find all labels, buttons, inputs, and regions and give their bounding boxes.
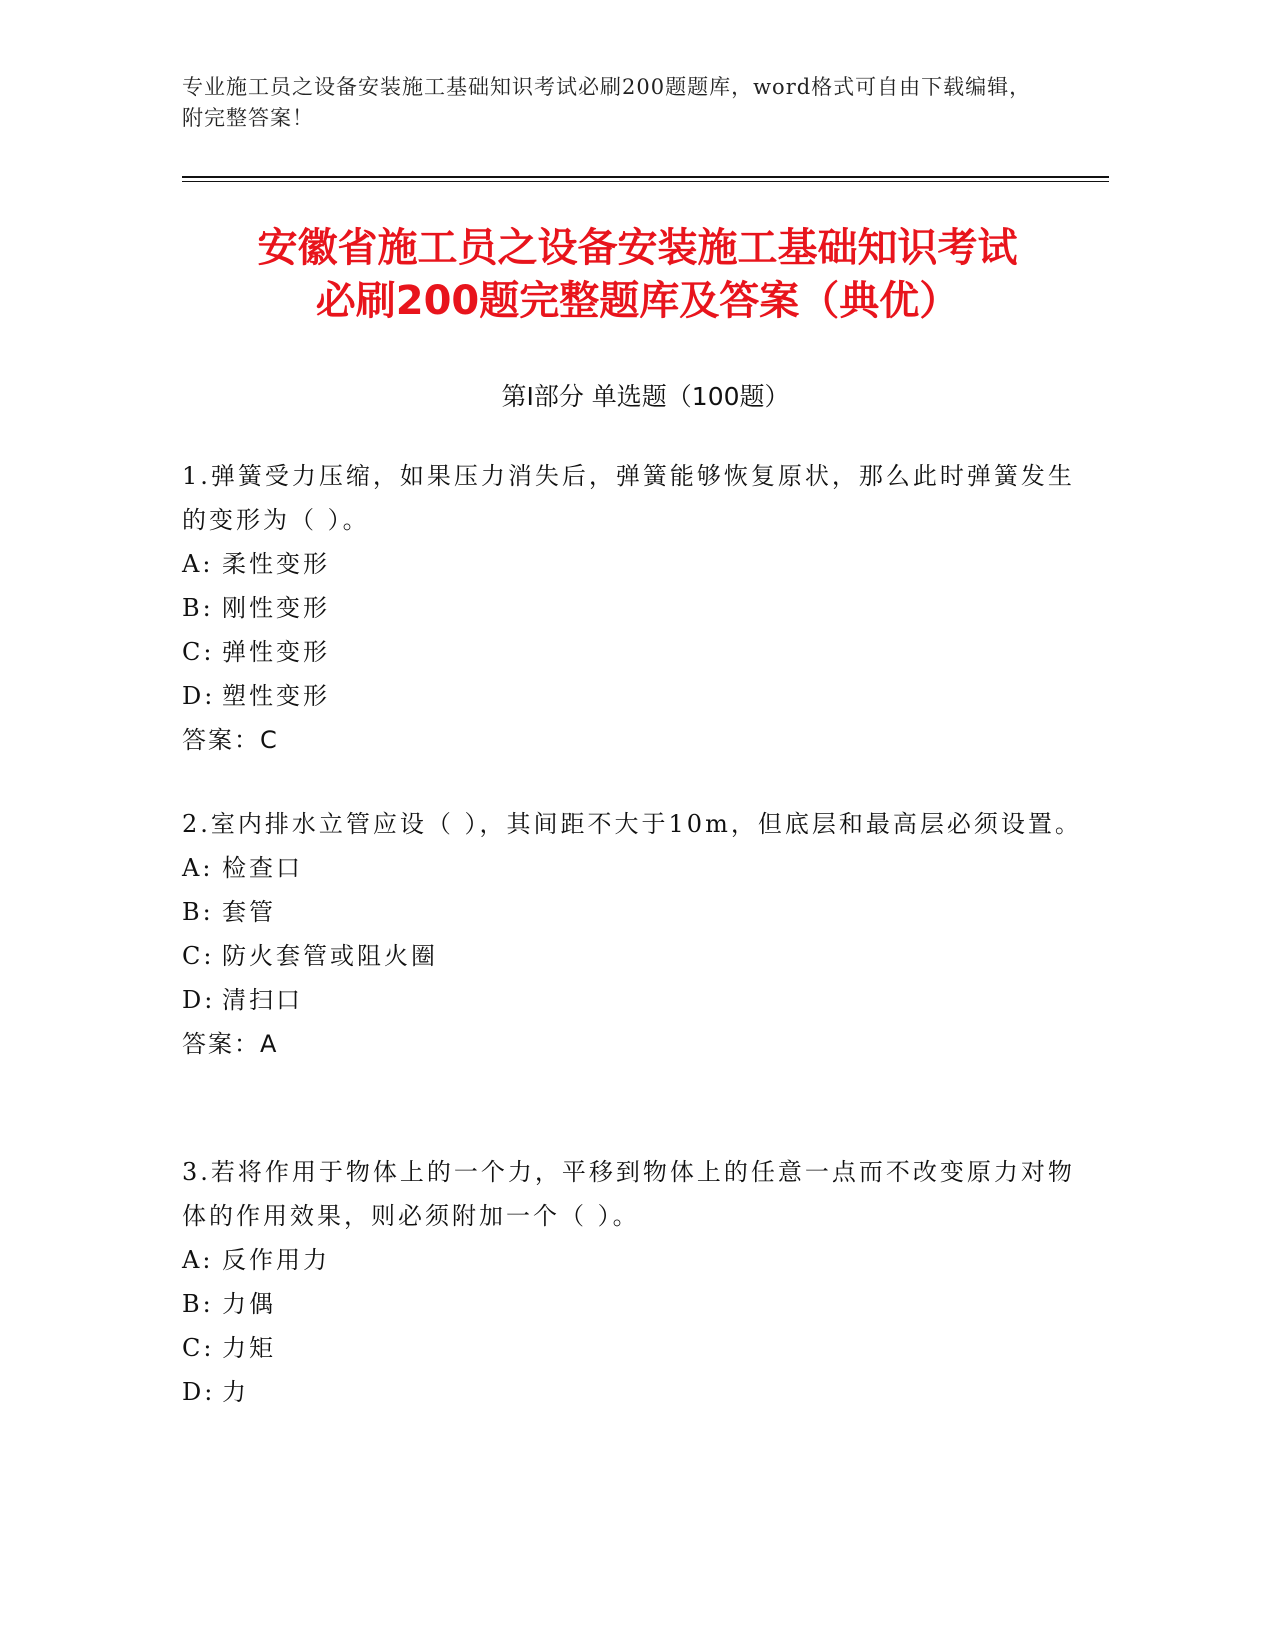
option-text: 力偶 (222, 1290, 276, 1318)
header-rule-thick (182, 176, 1109, 178)
answer-line: 答案：C (182, 726, 279, 754)
option-text: 防火套管或阻火圈 (222, 942, 438, 970)
question-2 (182, 802, 1082, 1066)
option-letter: A: (182, 550, 214, 578)
option-d (182, 1370, 1082, 1414)
option-letter: C: (182, 942, 215, 970)
option-letter: B: (182, 594, 214, 622)
option-c (182, 934, 1082, 978)
document-title (160, 222, 1115, 328)
option-letter: C: (182, 638, 215, 666)
question-1 (182, 454, 1082, 762)
option-a (182, 846, 1082, 890)
question-3 (182, 1150, 1082, 1414)
option-b (182, 586, 1082, 630)
option-text: 塑性变形 (222, 682, 330, 710)
header-note: 专业施工员之设备安装施工基础知识考试必刷200题题库，word格式可自由下载编辑，附完整答案！ (182, 75, 1032, 130)
option-text: 刚性变形 (222, 594, 330, 622)
option-text: 柔性变形 (222, 550, 330, 578)
option-text: 弹性变形 (222, 638, 330, 666)
option-c (182, 1326, 1082, 1370)
option-a (182, 542, 1082, 586)
option-text: 反作用力 (222, 1246, 330, 1274)
option-text: 清扫口 (222, 986, 303, 1014)
option-c (182, 630, 1082, 674)
option-letter: B: (182, 898, 214, 926)
option-text: 力矩 (222, 1334, 276, 1362)
option-text: 检查口 (222, 854, 303, 882)
option-letter: A: (182, 1246, 214, 1274)
option-b (182, 890, 1082, 934)
option-letter: D: (182, 986, 216, 1014)
option-a (182, 1238, 1082, 1282)
question-text: 2.室内排水立管应设（ ），其间距不大于10m，但底层和最高层必须设置。 (182, 810, 1082, 838)
header-rule-thin (182, 181, 1109, 182)
question-text: 3.若将作用于物体上的一个力，平移到物体上的任意一点而不改变原力对物体的作用效果，则必须附加一个（ ）。 (182, 1158, 1075, 1230)
answer-line: 答案：A (182, 1030, 279, 1058)
title-line-1: 安徽省施工员之设备安装施工基础知识考试 (257, 225, 1018, 271)
option-letter: D: (182, 1378, 216, 1406)
question-text: 1.弹簧受力压缩，如果压力消失后，弹簧能够恢复原状，那么此时弹簧发生的变形为（ ）。 (182, 462, 1075, 534)
section-title: 第Ⅰ部分 单选题（100题） (501, 382, 790, 411)
option-d (182, 674, 1082, 718)
option-text: 套管 (222, 898, 276, 926)
option-b (182, 1282, 1082, 1326)
option-letter: C: (182, 1334, 215, 1362)
title-line-2: 必刷200题完整题库及答案（典优） (315, 278, 960, 324)
option-d (182, 978, 1082, 1022)
option-letter: B: (182, 1290, 214, 1318)
option-letter: A: (182, 854, 214, 882)
option-text: 力 (222, 1378, 249, 1406)
option-letter: D: (182, 682, 216, 710)
